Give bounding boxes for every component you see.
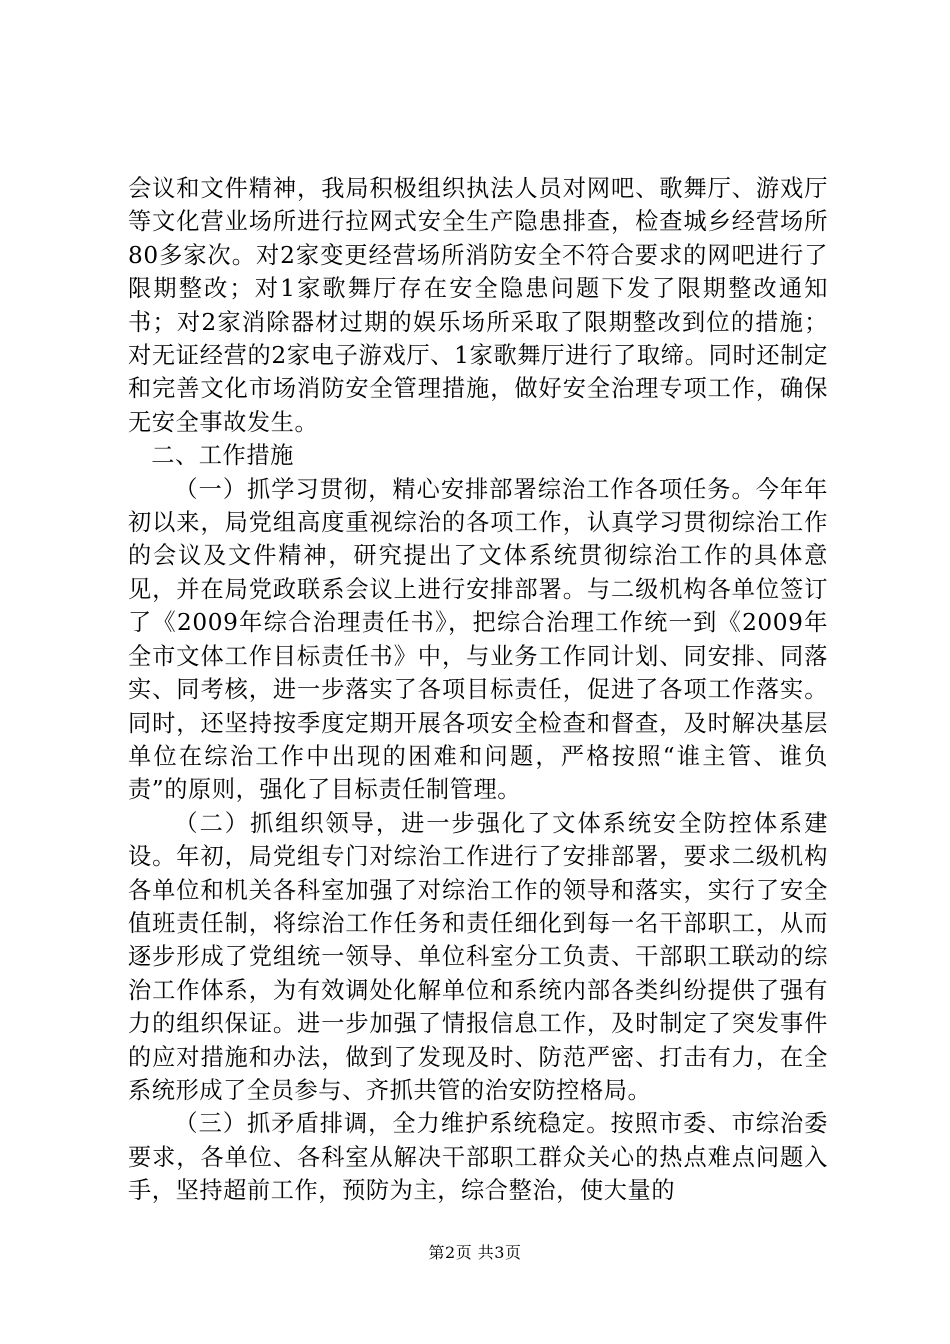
- paragraph-continuation: 会议和文件精神，我局积极组织执法人员对网吧、歌舞厅、游戏厅等文化营业场所进行拉网式安全生产隐患排查，检查城乡经营场所80多家次。对2家变更经营场所消防安全不符合要求的网吧进行了限期整改；对1家歌舞厅存在安全隐患问题下发了限期整改通知书；对2家消除器材过期的娱乐场所采取了限期整改到位的措施；对无证经营的2家电子游戏厅、1家歌舞厅进行了取缔。同时还制定和完善文化市场消防安全管理措施，做好安全治理专项工作，确保无安全事故发生。: [128, 175, 828, 436]
- section-heading: 二、工作措施: [151, 442, 294, 470]
- paragraph-measure-3: （三）抓矛盾排调，全力维护系统稳定。按照市委、市综治委要求，各单位、各科室从解决干部职工群众关心的热点难点问题入手，坚持超前工作，预防为主，综合整治，使大量的: [128, 1110, 828, 1205]
- document-body: [128, 172, 828, 1208]
- paragraph-measure-1: （一）抓学习贯彻，精心安排部署综治工作各项任务。今年年初以来，局党组高度重视综治的各项工作，认真学习贯彻综治工作的会议及文件精神，研究提出了文体系统贯彻综治工作的具体意见，并在局党政联系会议上进行安排部署。与二级机构各单位签订了《2009年综合治理责任书》，把综合治理工作统一到《2009年全市文体工作目标责任书》中，与业务工作同计划、同安排、同落实、同考核，进一步落实了各项目标责任，促进了各项工作落实。同时，还坚持按季度定期开展各项安全检查和督查，及时解决基层单位在综治工作中出现的困难和问题，严格按照“谁主管、谁负责”的原则，强化了目标责任制管理。: [128, 475, 828, 804]
- paragraph-measure-2: （二）抓组织领导，进一步强化了文体系统安全防控体系建设。年初，局党组专门对综治工作进行了安排部署，要求二级机构各单位和机关各科室加强了对综治工作的领导和落实，实行了安全值班责任制，将综治工作任务和责任细化到每一名干部职工，从而逐步形成了党组统一领导、单位科室分工负责、干部职工联动的综治工作体系，为有效调处化解单位和系统内部各类纠纷提供了强有力的组织保证。进一步加强了情报信息工作，及时制定了突发事件的应对措施和办法，做到了发现及时、防范严密、打击有力，在全系统形成了全员参与、齐抓共管的治安防控格局。: [128, 809, 828, 1104]
- page-footer: 第2页 共3页: [428, 1243, 522, 1262]
